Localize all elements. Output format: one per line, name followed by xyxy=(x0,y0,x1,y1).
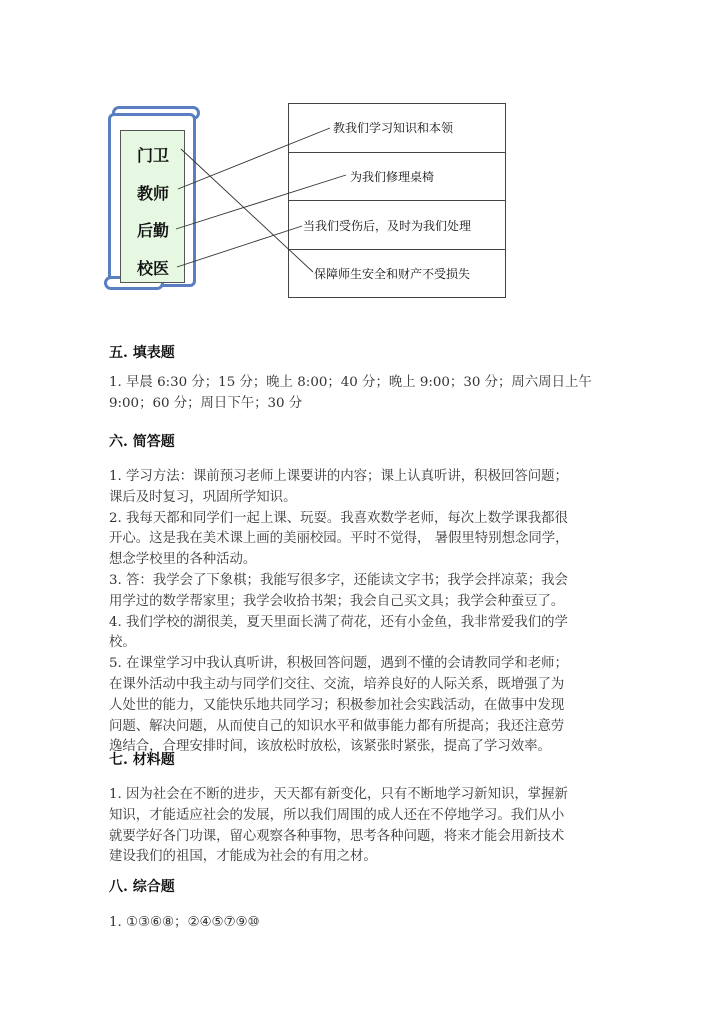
answer-line: 建设我们的祖国，才能成为社会的有用之材。 xyxy=(109,849,377,865)
answer-line: 9:00；60 分；周日下午；30 分 xyxy=(109,395,303,411)
section-heading: 八. 综合题 xyxy=(109,879,175,895)
answer-line: 人处世的能力，又能快乐地共同学习；积极参加社会实践活动，在做事中发现 xyxy=(109,697,565,713)
answer-line: 问题、解决问题，从而使自己的知识水平和做事能力都有所提高；我还注意劳 xyxy=(109,718,565,734)
answer-text xyxy=(109,467,569,758)
answer-line: 想念学校里的各种活动。 xyxy=(109,552,257,568)
section-heading: 五. 填表题 xyxy=(109,345,175,361)
role-logistics: 后勤 xyxy=(137,221,170,240)
duty-text: 为我们修理桌椅 xyxy=(350,170,435,184)
section-heading: 六. 简答题 xyxy=(109,434,175,450)
match-line xyxy=(177,226,302,267)
answer-line: 5. 在课堂学习中我认真听讲，积极回答问题，遇到不懂的会请教同学和老师； xyxy=(109,656,568,672)
matching-lines xyxy=(0,0,720,320)
answer-line: 校。 xyxy=(109,635,136,651)
answer-text xyxy=(109,373,592,415)
answer-text xyxy=(109,785,568,868)
answer-text xyxy=(109,913,259,934)
duty-text: 当我们受伤后，及时为我们处理 xyxy=(303,219,472,233)
answer-line: 3. 答：我学会了下象棋；我能写很多字，还能读文字书；我学会拌凉菜；我会 xyxy=(109,572,568,588)
answer-line: 1. 学习方法：课前预习老师上课要讲的内容；课上认真听讲，积极回答问题； xyxy=(109,469,568,484)
answer-line: 用学过的数学帮家里；我学会收拾书架；我会自己买文具；我学会种蚕豆了。 xyxy=(109,593,565,609)
answer-line: 1. ①③⑥⑧；②④⑤⑦⑨⑩ xyxy=(109,915,260,930)
answer-line: 1. 早晨 6:30 分；15 分；晚上 8:00；40 分；晚上 9:00；30 分；周六周日上午 xyxy=(109,375,592,390)
answer-line: 课后及时复习，巩固所学知识。 xyxy=(109,489,297,505)
section-heading: 七. 材料题 xyxy=(109,752,175,768)
role-teacher: 教师 xyxy=(137,184,170,203)
match-line xyxy=(181,149,313,272)
role-guard: 门卫 xyxy=(137,146,170,165)
answer-line: 开心。这是我在美术课上画的美丽校园。平时不觉得， 暑假里特别想念同学， xyxy=(109,531,569,547)
match-line xyxy=(178,128,330,189)
duty-text: 保障师生安全和财产不受损失 xyxy=(314,267,471,281)
answer-line: 知识，才能适应社会的发展，所以我们周围的成人还在不停地学习。我们从小 xyxy=(109,807,565,823)
answer-line: 1. 因为社会在不断的进步，天天都有新变化，只有不断地学习新知识，掌握新 xyxy=(109,787,568,802)
answer-line: 4. 我们学校的湖很美，夏天里面长满了荷花，还有小金鱼，我非常爱我们的学 xyxy=(109,614,568,630)
answer-line: 逸结合，合理安排时间，该放松时放松，该紧张时紧张，提高了学习效率。 xyxy=(109,739,551,755)
duty-text: 教我们学习知识和本领 xyxy=(333,121,454,135)
answer-line: 在课外活动中我主动与同学们交往、交流，培养良好的人际关系，既增强了为 xyxy=(109,676,565,692)
match-line xyxy=(176,175,346,229)
answer-line: 就要学好各门功课，留心观察各种事物，思考各种问题，将来才能会用新技术 xyxy=(109,828,565,844)
answer-line: 2. 我每天都和同学们一起上课、玩耍。我喜欢数学老师，每次上数学课我都很 xyxy=(109,510,568,526)
role-school-doctor: 校医 xyxy=(137,259,170,278)
